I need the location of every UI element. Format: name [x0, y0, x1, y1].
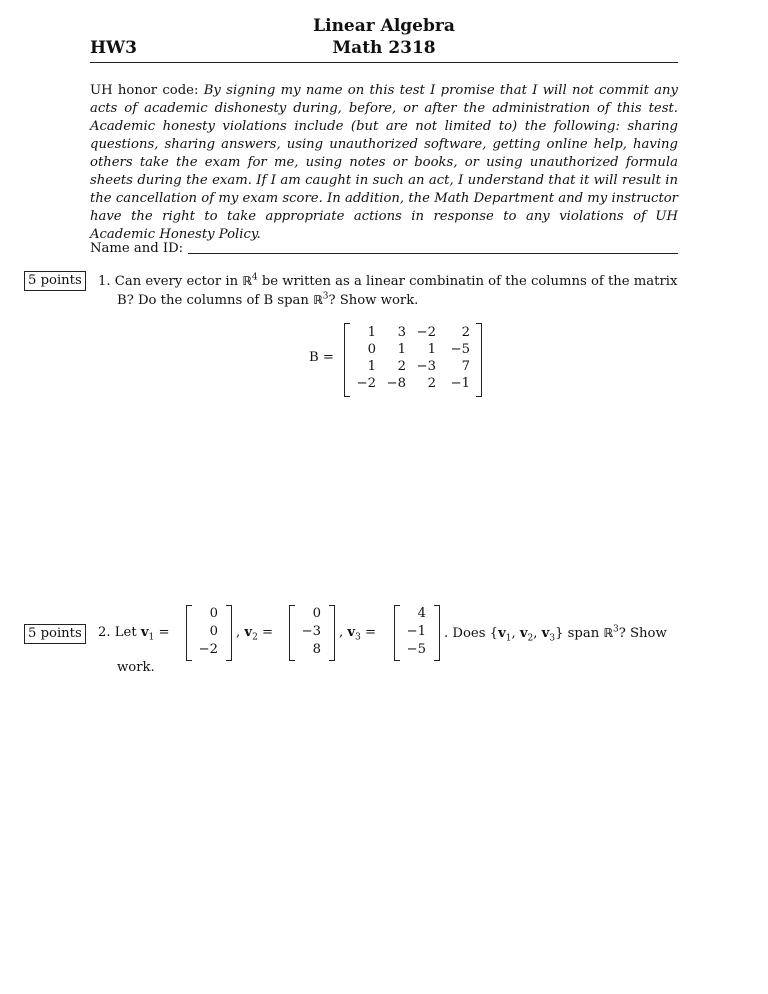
q1-real-symbol-2: ℝ [313, 293, 323, 307]
matrix-b-cell-r1-c4: 2 [461, 325, 470, 340]
q2-tail: . Does {$v_1$, $v_2$, $v_3$} span ℝ$^3$? Show [444, 624, 667, 644]
q1-line-1 [98, 272, 677, 291]
v2-sub: 2 [252, 632, 258, 643]
q1-line-2 [117, 291, 418, 310]
matrix-b-cell-r4-c2: −8 [386, 376, 406, 391]
q1-real-symbol: ℝ [242, 274, 252, 288]
v2-right-bracket [329, 605, 335, 661]
matrix-b-cell-r4-c4: −1 [450, 376, 470, 391]
q2-number: 2. [98, 625, 111, 640]
matrix-b-cell-r3-c1: 1 [367, 359, 376, 374]
set-v1-sub: 1 [505, 633, 512, 644]
header-rule [90, 62, 678, 63]
q2-work: work. [117, 660, 155, 675]
set-v3: v [541, 626, 550, 641]
q2-tail-b: } span [555, 626, 604, 641]
v1-symbol: v [140, 625, 149, 640]
matrix-b-cell-r1-c2: 3 [397, 325, 406, 340]
q2-tail-c: ? Show [618, 626, 667, 641]
v3-sub: 3 [355, 632, 361, 643]
homework-label: HW3 [90, 38, 137, 58]
v1-sub: 1 [148, 632, 155, 643]
v3-entry-3: −5 [406, 642, 426, 657]
matrix-b-cell-r4-c3: 2 [427, 376, 436, 391]
q2-tail-a: . Does { [444, 626, 499, 641]
q1-text-d: ? Show work. [328, 293, 419, 308]
v3-symbol: v [347, 625, 356, 640]
course-title: Linear Algebra [313, 16, 455, 36]
matrix-b-cell-r1-c3: −2 [416, 325, 436, 340]
q2-intro [98, 624, 170, 642]
set-v1: v [498, 626, 506, 641]
v2-entry-1: 0 [312, 606, 321, 621]
v1-eq: = [158, 625, 170, 640]
q1-exp3: 3 [322, 291, 329, 302]
v3-entry-1: 4 [417, 606, 426, 621]
set-v2-sub: 2 [527, 633, 534, 644]
v3-eq: = [365, 625, 377, 640]
comma-2: , [339, 625, 344, 640]
matrix-b-cell-r1-c1: 1 [367, 325, 376, 340]
q1-points-box: 5 points [24, 271, 86, 291]
v2-entry-3: 8 [312, 642, 321, 657]
matrix-b-right-bracket [476, 323, 482, 397]
q1-text-b: be written as a linear combinatin of the columns of the matrix [257, 274, 678, 289]
matrix-b-cell-r4-c1: −2 [356, 376, 376, 391]
q1-text-a: Can every ector in [114, 274, 243, 289]
v1-right-bracket [226, 605, 232, 661]
q1-exp4: 4 [251, 272, 258, 283]
matrix-b-cell-r3-c4: 7 [461, 359, 470, 374]
name-id-label: Name and ID: [90, 241, 184, 256]
q1-number: 1. [98, 274, 111, 289]
honor-code [90, 82, 678, 244]
v2-entry-2: −3 [301, 624, 321, 639]
v1-entry-2: 0 [209, 624, 218, 639]
q2-points-box: 5 points [24, 624, 86, 644]
v2-symbol: v [244, 625, 253, 640]
v3-entry-2: −1 [406, 624, 426, 639]
v3-right-bracket [434, 605, 440, 661]
matrix-b-cell-r2-c2: 1 [397, 342, 406, 357]
v2-lead [236, 624, 273, 642]
set-v2: v [519, 626, 528, 641]
v1-entry-3: −2 [198, 642, 218, 657]
matrix-b-cell-r2-c3: 1 [427, 342, 436, 357]
matrix-b-cell-r2-c1: 0 [367, 342, 376, 357]
q2-exp3: 3 [613, 624, 619, 635]
q1-text-c: B? Do the columns of B span [117, 293, 314, 308]
name-id-line[interactable] [188, 253, 678, 254]
honor-code-label: UH honor code: [90, 83, 199, 98]
set-v3-sub: 3 [549, 633, 556, 644]
comma-1: , [236, 625, 241, 640]
matrix-b-cell-r3-c3: −3 [416, 359, 436, 374]
matrix-b-cell-r2-c4: −5 [450, 342, 470, 357]
q2-real-symbol: ℝ [603, 626, 614, 640]
course-number: Math 2318 [332, 38, 436, 58]
v1-entry-1: 0 [209, 606, 218, 621]
honor-code-text: By signing my name on this test I promise that I will not commit any acts of academic dishonesty during, before, or after the administration of this test. Academic honesty violations include (but are not limited to) the following: sharing questions, sharing answers, using unauthorized software, getting online help, having others take the exam for me, using notes or books, or using unauthorized formula sheets during the exam. If I am caught in such an act, I understand that it will result in the cancellation of my exam score. In addition, the Math Department and my instructor have the right to take appropriate actions in response to any violations of UH Academic Honesty Policy. [90, 83, 678, 242]
v2-eq: = [262, 625, 274, 640]
v3-lead [339, 624, 376, 642]
matrix-b-label: B = [309, 350, 334, 365]
q2-let: Let [114, 625, 137, 640]
matrix-b-cell-r3-c2: 2 [397, 359, 406, 374]
